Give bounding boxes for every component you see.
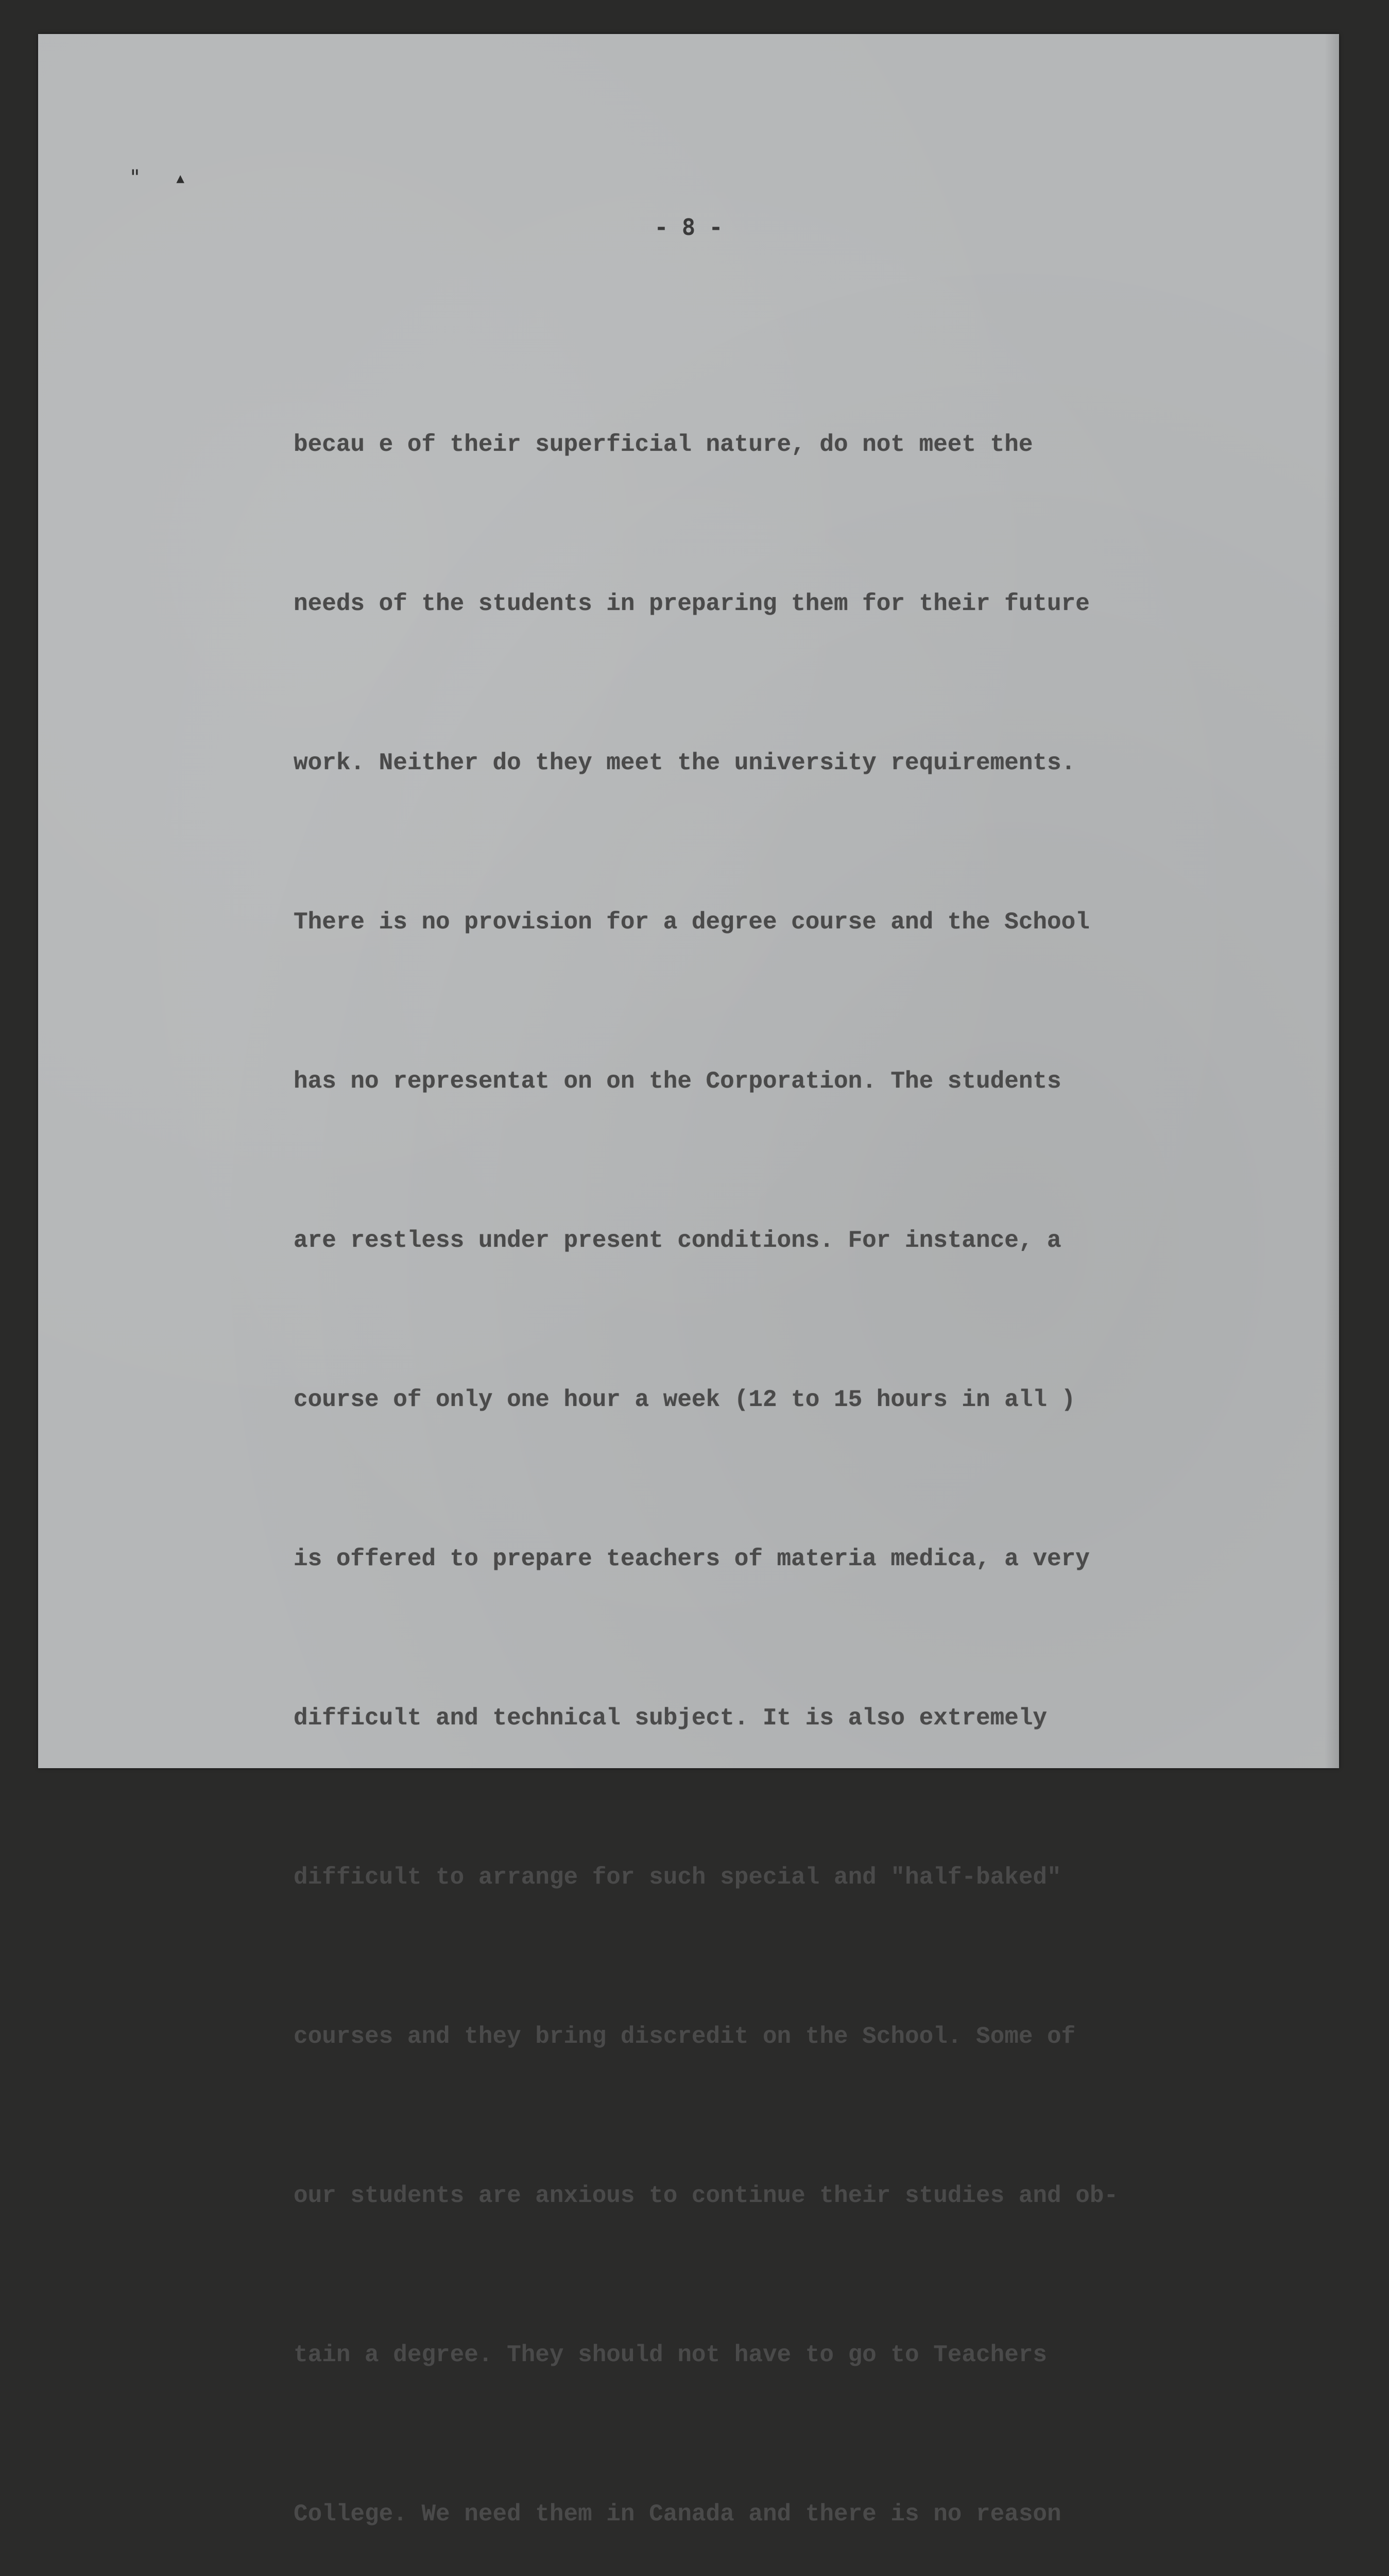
text-line: our students are anxious to continue their studies and ob- <box>294 2182 1119 2209</box>
paper-edge-shadow <box>1325 34 1339 1768</box>
text-line: difficult and technical subject. It is also extremely <box>294 1705 1048 1732</box>
text-line: courses and they bring discredit on the School. Some of <box>294 2023 1076 2050</box>
text-line: are restless under present conditions. For instance, a <box>294 1227 1061 1254</box>
text-line: course of only one hour a week (12 to 15 hours in all ) <box>294 1386 1076 1413</box>
text-line: work. Neither do they meet the university requirements. <box>294 750 1076 776</box>
text-line: difficult to arrange for such special and "half-baked" <box>294 1864 1061 1891</box>
body-text <box>294 312 1313 2576</box>
text-line: needs of the students in preparing them for their future <box>294 590 1090 617</box>
text-line: College. We need them in Canada and there is no reason <box>294 2501 1061 2528</box>
page-number: - 8 - <box>654 214 723 241</box>
typewritten-page <box>38 34 1339 2528</box>
corner-marks: " ▴ <box>129 166 197 190</box>
text-line: has no representat on on the Corporation. The students <box>294 1068 1061 1095</box>
text-line: tain a degree. They should not have to go to Teachers <box>294 2342 1048 2368</box>
text-line: is offered to prepare teachers of materia medica, a very <box>294 1546 1090 1572</box>
text-line: becau e of their superficial nature, do not meet the <box>294 431 1033 458</box>
text-line: There is no provision for a degree course and the School <box>294 909 1090 936</box>
